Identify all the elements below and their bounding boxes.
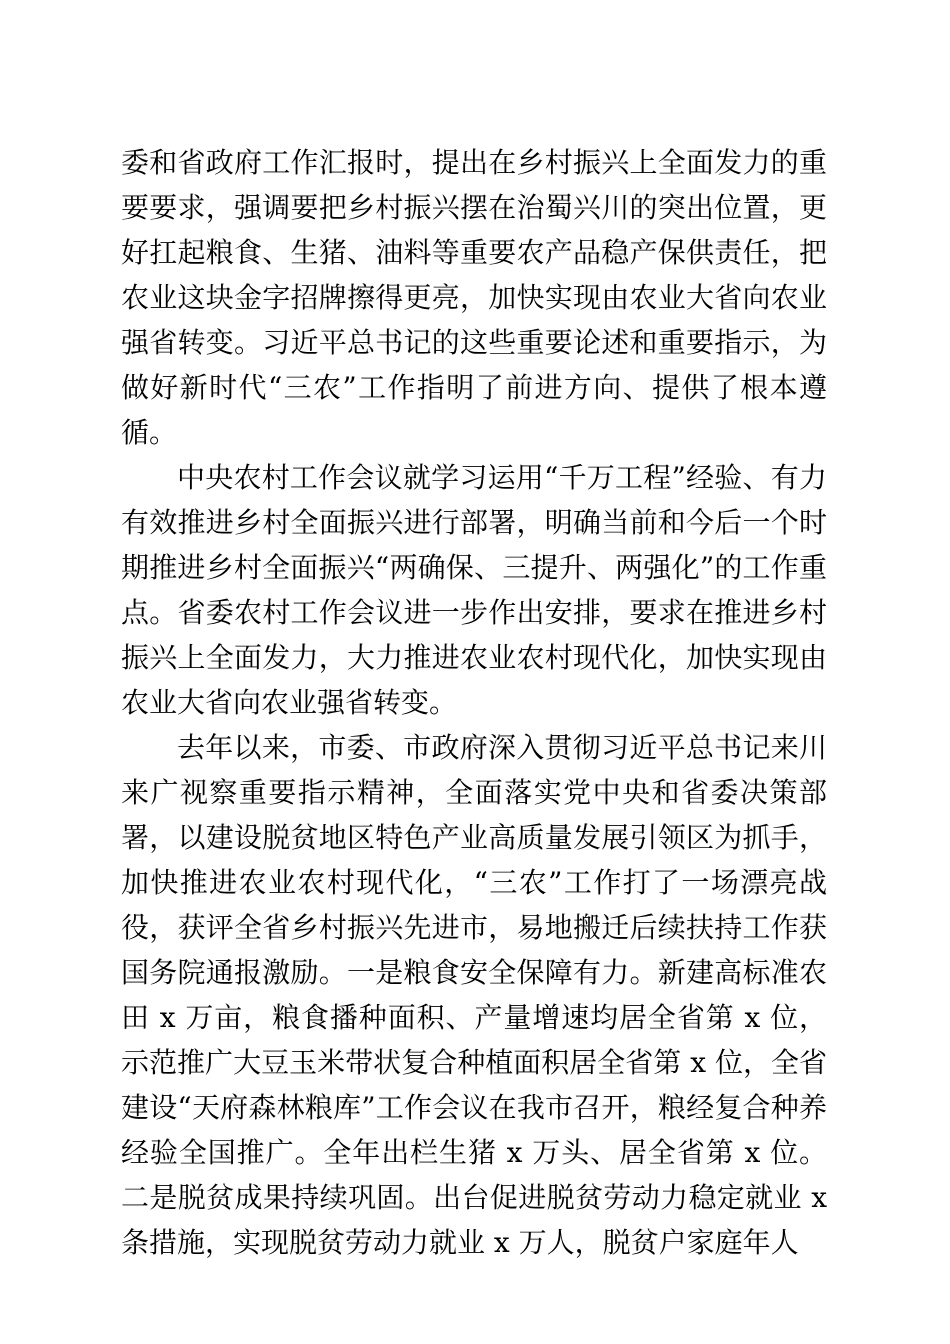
paragraph-municipal-progress: 去年以来，市委、市政府深入贯彻习近平总书记来川来广视察重要指示精神，全面落实党中央和省委决策部署，以建设脱贫地区特色产业高质量发展引领区为抓手，加快推进农业农村现代化，“三农”工作打了一场漂亮战役，获评全省乡村振兴先进市，易地搬迁后续扶持工作获国务院通报激励。一是粮食安全保障有力。新建高标准农田 x 万亩，粮食播种面积、产量增速均居全省第 x 位，示范推广大豆玉米带状复合种植面积居全省第 x 位，全省建设“天府森林粮库”工作会议在我市召开，粮经复合种养经验全国推广。全年出栏生猪 x 万头、居全省第 x 位。二是脱贫成果持续巩固。出台促进脱贫劳动力稳定就业 x 条措施，实现脱贫劳动力就业 x 万人，脱贫户家庭年人: [121, 731, 827, 1259]
paragraph-continuation: 委和省政府工作汇报时，提出在乡村振兴上全面发力的重要要求，强调要把乡村振兴摆在治蜀兴川的突出位置，更好扛起粮食、生猪、油料等重要农产品稳产保供责任，把农业这块金字招牌擦得更亮，加快实现由农业大省向农业强省转变。习近平总书记的这些重要论述和重要指示，为做好新时代“三农”工作指明了前进方向、提供了根本遵循。: [121, 146, 827, 449]
paragraph-central-rural-work: 中央农村工作会议就学习运用“千万工程”经验、有力有效推进乡村全面振兴进行部署，明确当前和今后一个时期推进乡村全面振兴“两确保、三提升、两强化”的工作重点。省委农村工作会议进一步作出安排，要求在推进乡村振兴上全面发力，大力推进农业农村现代化，加快实现由农业大省向农业强省转变。: [121, 461, 827, 719]
document-body: [121, 140, 827, 1265]
